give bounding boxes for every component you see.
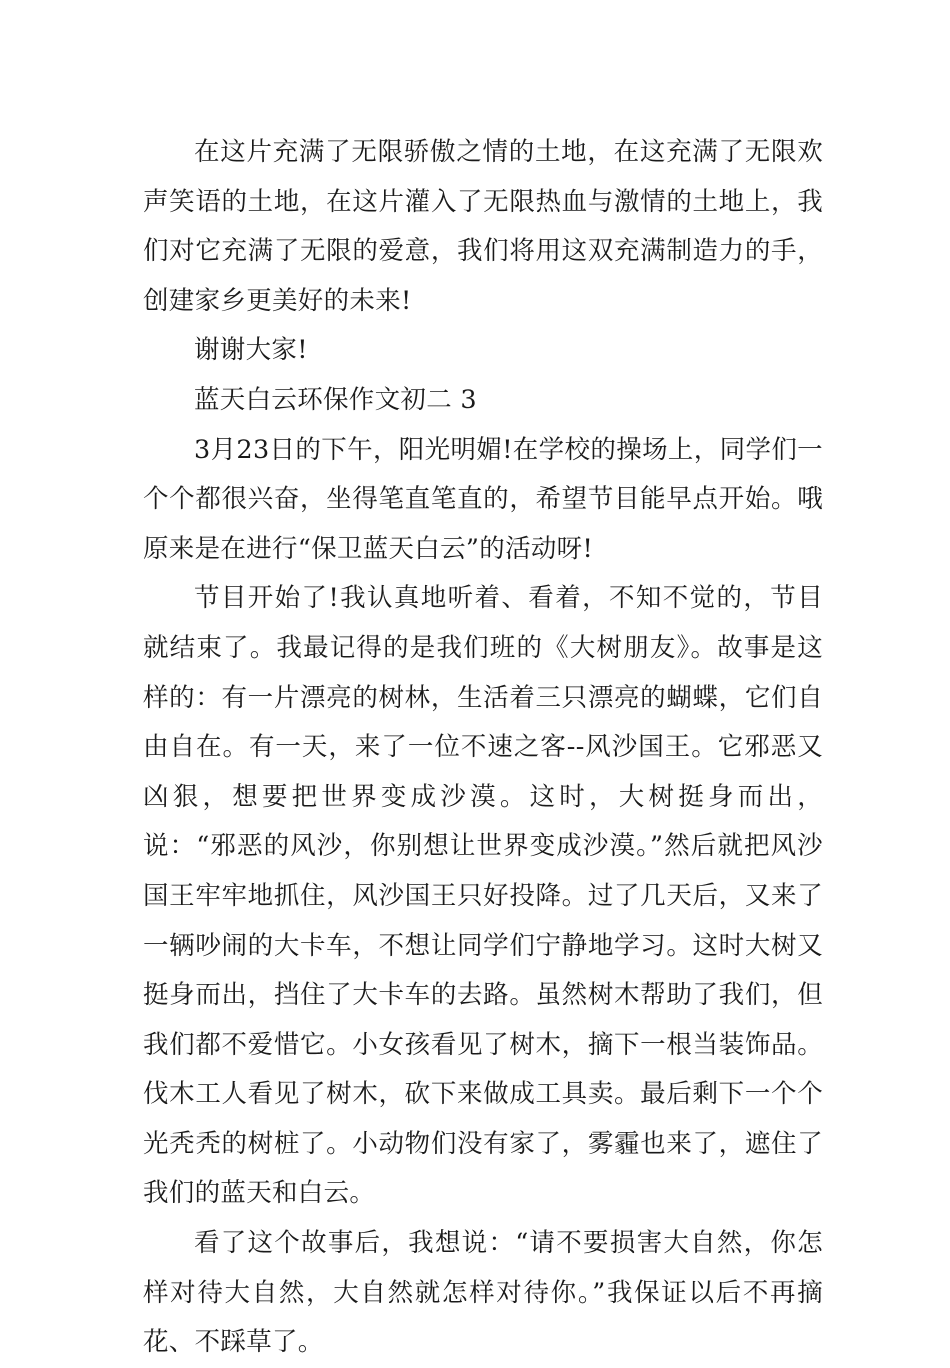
paragraph-conclusion: 看了这个故事后，我想说：“请不要损害大自然，你怎样对待大自然，大自然就怎样对待你。”我保证以后不再摘花、不踩草了。: [143, 1228, 823, 1358]
paragraph-closing-remarks: 在这片充满了无限骄傲之情的土地，在这充满了无限欢声笑语的土地，在这片灌入了无限热血与激情的土地上，我们对它充满了无限的爱意，我们将用这双充满制造力的手，创建家乡更美好的未来!: [143, 137, 823, 316]
document-body: [143, 128, 823, 1368]
paragraph-intro: 3月23日的下午，阳光明媚!在学校的操场上，同学们一个个都很兴奋，坐得笔直笔直的，希望节目能早点开始。哦原来是在进行“保卫蓝天白云”的活动呀!: [143, 434, 823, 564]
essay-title: 蓝天白云环保作文初二 3: [194, 384, 477, 415]
paragraph-story: 节目开始了!我认真地听着、看着，不知不觉的，节目就结束了。我最记得的是我们班的《大树朋友》。故事是这样的：有一片漂亮的树林，生活着三只漂亮的蝴蝶，它们自由自在。有一天，来了一位不速之客--风沙国王。它邪恶又凶狠，想要把世界变成沙漠。这时，大树挺身而出，说：“邪恶的风沙，你别想让世界变成沙漠。”然后就把风沙国王牢牢地抓住，风沙国王只好投降。过了几天后，又来了一辆吵闹的大卡车，不想让同学们宁静地学习。这时大树又挺身而出，挡住了大卡车的去路。虽然树木帮助了我们，但我们都不爱惜它。小女孩看见了树木，摘下一根当装饰品。伐木工人看见了树木，砍下来做成工具卖。最后剩下一个个光秃秃的树桩了。小动物们没有家了，雾霾也来了，遮住了我们的蓝天和白云。: [143, 583, 823, 1209]
paragraph-thanks: 谢谢大家!: [194, 335, 308, 366]
